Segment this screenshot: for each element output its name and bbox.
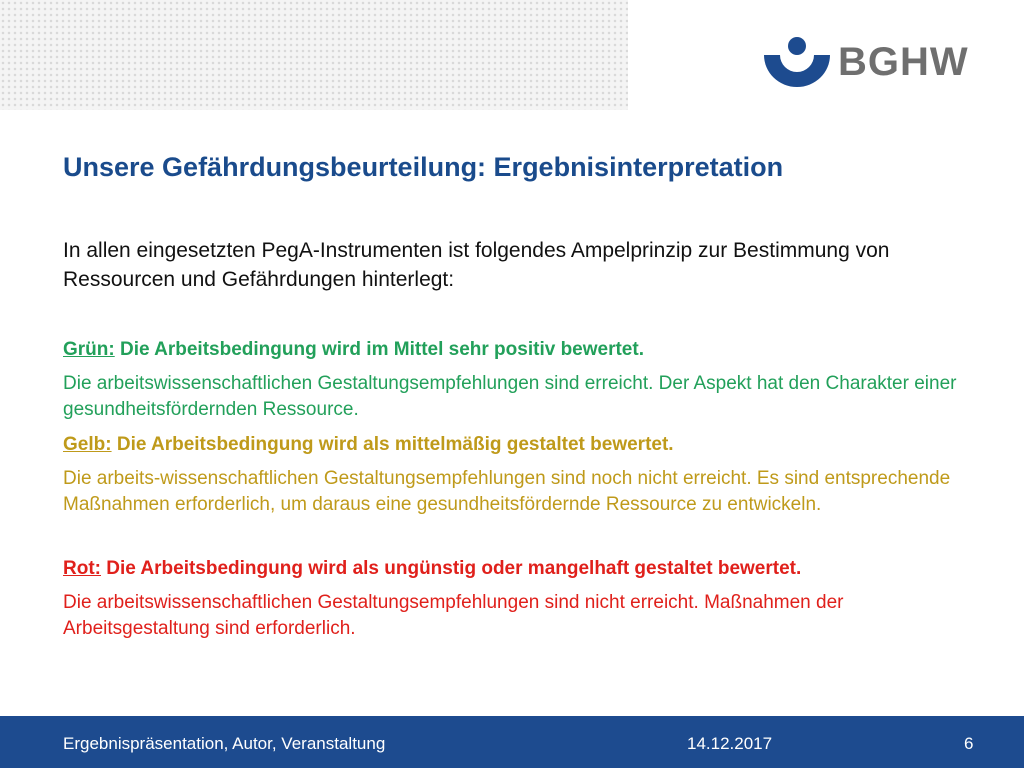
red-heading-text: Die Arbeitsbedingung wird als ungünstig oder mangelhaft gestaltet bewertet.	[106, 558, 802, 579]
footer-presentation: Ergebnispräsentation, Autor, Veranstaltung	[63, 734, 386, 753]
yellow-heading	[63, 432, 993, 458]
footer-page-number: 6	[964, 734, 974, 753]
yellow-label: Gelb:	[63, 434, 112, 455]
intro-text: In allen eingesetzten PegA-Instrumenten ist folgendes Ampelprinzip zur Bestimmung von Ressourcen und Gefährdungen hinterlegt:	[63, 239, 890, 291]
red-heading	[63, 556, 993, 582]
slide-title: Unsere Gefährdungsbeurteilung: Ergebnisinterpretation	[63, 152, 784, 182]
green-label: Grün:	[63, 339, 115, 360]
green-description: Die arbeitswissenschaftlichen Gestaltungsempfehlungen sind erreicht. Der Aspekt hat den Charakter einer gesundheitsfördernden Ressource.	[63, 373, 957, 420]
footer-date: 14.12.2017	[687, 734, 773, 753]
logo-text: BGHW	[838, 40, 969, 84]
red-description: Die arbeitswissenschaftlichen Gestaltungsempfehlungen sind nicht erreicht. Maßnahmen der Arbeitsgestaltung sind erforderlich.	[63, 592, 844, 639]
red-label: Rot:	[63, 558, 101, 579]
footer-bar	[0, 716, 1024, 768]
bghw-logo	[762, 34, 972, 90]
bghw-logo-icon	[762, 35, 832, 89]
green-heading-text: Die Arbeitsbedingung wird im Mittel sehr positiv bewertet.	[120, 339, 644, 360]
yellow-heading-text: Die Arbeitsbedingung wird als mittelmäßig gestaltet bewertet.	[116, 434, 674, 455]
green-heading	[63, 337, 993, 363]
yellow-description: Die arbeits-wissenschaftlichen Gestaltungsempfehlungen sind noch nicht erreicht. Es sind entsprechende Maßnahmen erforderlich, um daraus eine gesundheitsfördernde Ressource zu entwickeln.	[63, 468, 951, 515]
